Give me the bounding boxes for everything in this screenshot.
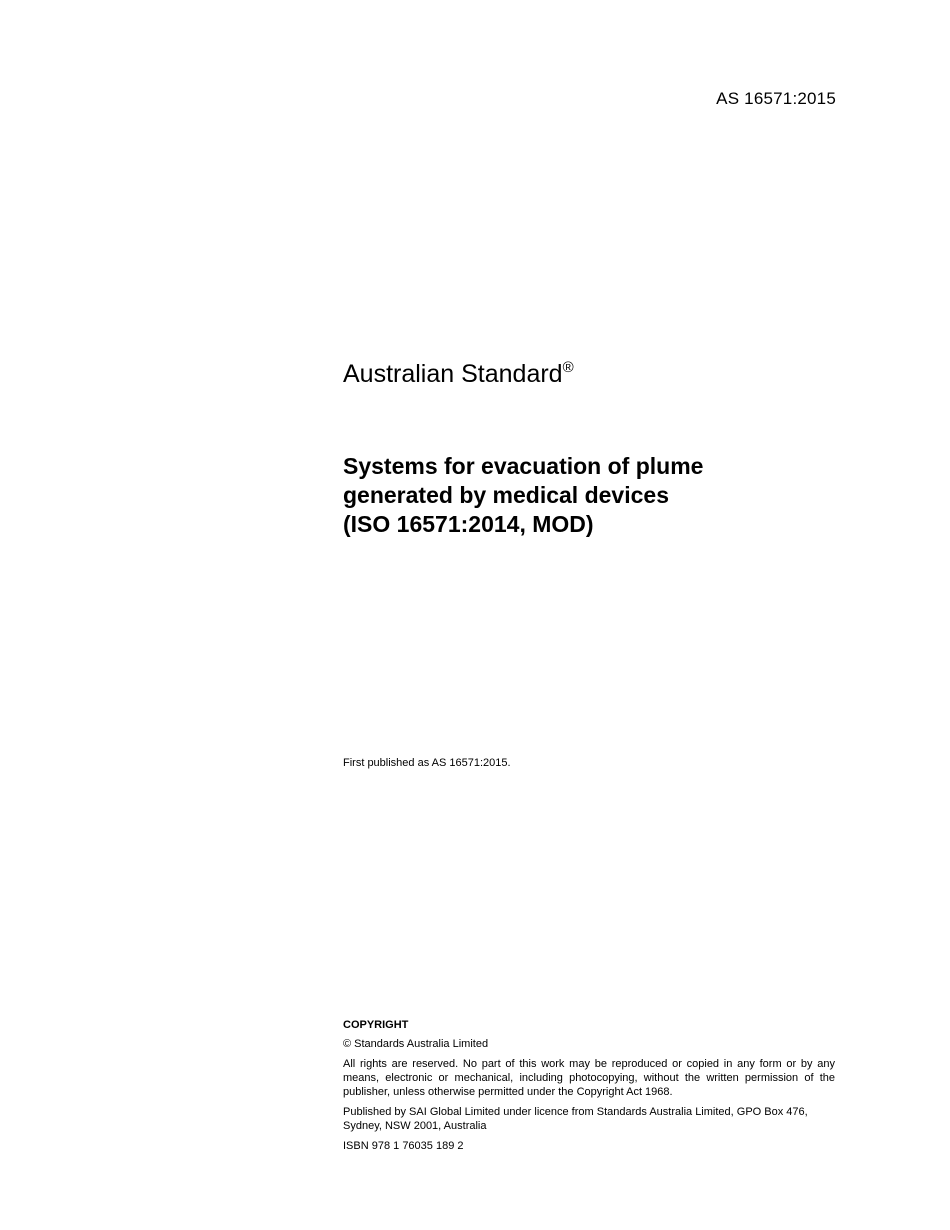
document-title <box>343 452 835 539</box>
registered-trademark-mark: ® <box>562 359 574 376</box>
title-line: (ISO 16571:2014, MOD) <box>343 511 594 537</box>
publisher-statement: Published by SAI Global Limited under licence from Standards Australia Limited, GPO Box 476, Sydney, NSW 2001, Australia <box>343 1106 808 1132</box>
standard-label-text: Australian Standard <box>343 360 563 388</box>
title-line: Systems for evacuation of plume <box>343 453 704 479</box>
copyright-rights-statement: All rights are reserved. No part of this work may be reproduced or copied in any form or by any means, electronic or mechanical, including photocopying, without the written permission of the publisher, unless otherwise permitted under the Copyright Act 1968. <box>343 1058 835 1098</box>
standard-label <box>343 358 835 390</box>
title-line: generated by medical devices <box>343 482 669 508</box>
copyright-heading: COPYRIGHT <box>343 1019 409 1031</box>
document-number: AS 16571:2015 <box>716 89 836 108</box>
copyright-block <box>343 1018 835 1159</box>
isbn: ISBN 978 1 76035 189 2 <box>343 1140 464 1152</box>
first-published-note: First published as AS 16571:2015. <box>343 757 511 769</box>
copyright-owner: © Standards Australia Limited <box>343 1038 489 1050</box>
